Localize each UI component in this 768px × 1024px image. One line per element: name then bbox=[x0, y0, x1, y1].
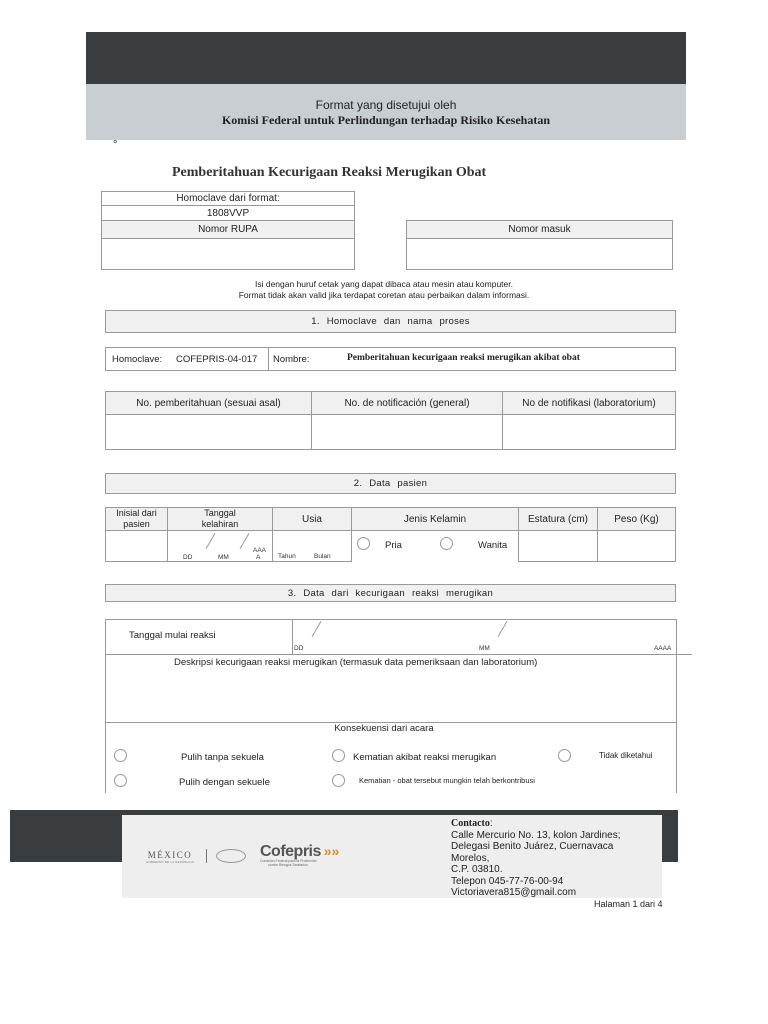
start-aaaa: AAAA bbox=[654, 645, 672, 652]
section-2-header: 2. Data pasien bbox=[105, 473, 676, 494]
homoclave-row bbox=[105, 347, 676, 371]
birthdate-label: Tanggal kelahiran bbox=[167, 507, 273, 531]
agency-name: Komisi Federal untuk Perlindungan terhadap Risiko Kesehatan bbox=[221, 113, 551, 127]
weight-field[interactable] bbox=[597, 530, 676, 562]
birth-dd: DD bbox=[183, 554, 193, 561]
address-line-3: Morelos, bbox=[451, 852, 490, 864]
bullet-mark: ° bbox=[113, 139, 118, 151]
rupa-field[interactable] bbox=[101, 238, 355, 270]
homoclave-value: COFEPRIS-04-017 bbox=[176, 354, 258, 365]
consequences-label: Konsekuensi dari acara bbox=[334, 723, 434, 734]
height-field[interactable] bbox=[518, 530, 598, 562]
birth-aaaa-bottom: A bbox=[256, 554, 261, 561]
header-bar bbox=[86, 32, 686, 84]
phone: Telepon 045-77-76-00-94 bbox=[451, 875, 564, 887]
height-label: Estatura (cm) bbox=[518, 507, 598, 531]
cofepris-sub-1: Comisión Federal para la Protección bbox=[260, 859, 317, 863]
notification-lab-field[interactable] bbox=[502, 414, 676, 450]
birth-aaaa-top: AAA bbox=[253, 547, 267, 554]
homoclave-format-label: Homoclave dari format: bbox=[101, 191, 355, 206]
entry-number-field[interactable] bbox=[406, 238, 673, 270]
address-line-1: Calle Mercurio No. 13, kolon Jardines; bbox=[451, 829, 621, 841]
death-adverse-radio[interactable] bbox=[332, 749, 345, 762]
contact-block bbox=[451, 818, 621, 899]
initials-label: Inisial dari pasien bbox=[105, 507, 168, 531]
start-mm: MM bbox=[479, 645, 490, 652]
section-1-header: 1. Homoclave dan nama proses bbox=[105, 310, 676, 333]
mexico-logo-text: MÉXICO bbox=[147, 850, 193, 860]
homoclave-label: Homoclave: bbox=[112, 354, 163, 365]
mexico-logo bbox=[142, 850, 198, 864]
cofepris-sub-2: contra Riesgos Sanitarios bbox=[268, 863, 308, 867]
male-radio[interactable] bbox=[357, 537, 370, 550]
instruction-line-2: Format tidak akan valid jika terdapat coretan atau perbaikan dalam informasi. bbox=[238, 290, 530, 300]
birth-mm: MM bbox=[218, 554, 229, 561]
death-contributed-radio[interactable] bbox=[332, 774, 345, 787]
start-dd: DD bbox=[294, 645, 304, 652]
instruction-line-1: Isi dengan huruf cetak yang dapat dibaca atau mesin atau komputer. bbox=[254, 279, 513, 289]
sex-label: Jenis Kelamin bbox=[351, 507, 519, 531]
homoclave-format-value: 1808VVP bbox=[101, 205, 355, 221]
nombre-value: Pemberitahuan kecurigaan reaksi merugikan akibat obat bbox=[347, 353, 580, 363]
mexico-logo-subtitle: GOBIERNO DE LA REPÚBLICA bbox=[145, 860, 195, 864]
recovered-sequel-radio[interactable] bbox=[114, 774, 127, 787]
sex-gap bbox=[386, 560, 430, 564]
nombre-label: Nombre: bbox=[273, 354, 310, 365]
recovered-no-sequel-label: Pulih tanpa sekuela bbox=[181, 752, 264, 763]
age-label: Usia bbox=[272, 507, 352, 531]
cofepris-logo-text: Cofepris bbox=[260, 843, 321, 860]
divider bbox=[105, 654, 692, 655]
recovered-sequel-label: Pulih dengan sekuele bbox=[179, 777, 270, 788]
description-field[interactable] bbox=[106, 668, 676, 722]
female-radio[interactable] bbox=[440, 537, 453, 550]
female-label: Wanita bbox=[478, 540, 508, 551]
page-title: Pemberitahuan Kecurigaan Reaksi Merugikan Obat bbox=[172, 165, 487, 180]
notification-origin-label: No. pemberitahuan (sesuai asal) bbox=[105, 391, 312, 415]
email: Victoriavera815@gmail.com bbox=[451, 887, 577, 898]
recovered-no-sequel-radio[interactable] bbox=[114, 749, 127, 762]
initials-field[interactable] bbox=[105, 530, 168, 562]
entry-number-label: Nomor masuk bbox=[406, 220, 673, 239]
unknown-radio[interactable] bbox=[558, 749, 571, 762]
unknown-label: Tidak diketahui bbox=[599, 751, 653, 760]
logo-divider bbox=[206, 849, 207, 863]
rupa-label: Nomor RUPA bbox=[101, 220, 355, 239]
address-line-2: Delegasi Benito Juárez, Cuernavaca bbox=[451, 841, 614, 852]
death-contributed-label: Kematian - obat tersebut mungkin telah berkontribusi bbox=[359, 776, 535, 785]
divider bbox=[268, 348, 269, 370]
contact-heading: Contacto bbox=[451, 818, 490, 829]
weight-label: Peso (Kg) bbox=[597, 507, 676, 531]
divider bbox=[292, 619, 293, 654]
seal-icon bbox=[216, 849, 246, 863]
contact-colon: : bbox=[489, 818, 493, 829]
approved-line: Format yang disetujui oleh bbox=[315, 98, 457, 112]
cofepris-arrows-icon: »» bbox=[323, 843, 340, 859]
approval-band bbox=[86, 84, 686, 140]
notification-general-label: No. de notificación (general) bbox=[311, 391, 503, 415]
notification-lab-label: No de notifikasi (laboratorium) bbox=[502, 391, 676, 415]
age-years: Tahun bbox=[278, 553, 296, 560]
start-date-label: Tanggal mulai reaksi bbox=[129, 630, 216, 641]
death-adverse-label: Kematian akibat reaksi merugikan bbox=[353, 752, 497, 763]
notification-origin-field[interactable] bbox=[105, 414, 312, 450]
page-number: Halaman 1 dari 4 bbox=[594, 899, 663, 909]
postal-code: C.P. 03810. bbox=[451, 864, 503, 875]
cofepris-logo bbox=[260, 843, 339, 867]
description-label: Deskripsi kecurigaan reaksi merugikan (termasuk data pemeriksaan dan laboratorium) bbox=[174, 657, 538, 668]
section-3-header: 3. Data dari kecurigaan reaksi merugikan bbox=[105, 584, 676, 602]
notification-general-field[interactable] bbox=[311, 414, 503, 450]
age-months: Bulan bbox=[314, 553, 331, 560]
male-label: Pria bbox=[385, 540, 402, 551]
